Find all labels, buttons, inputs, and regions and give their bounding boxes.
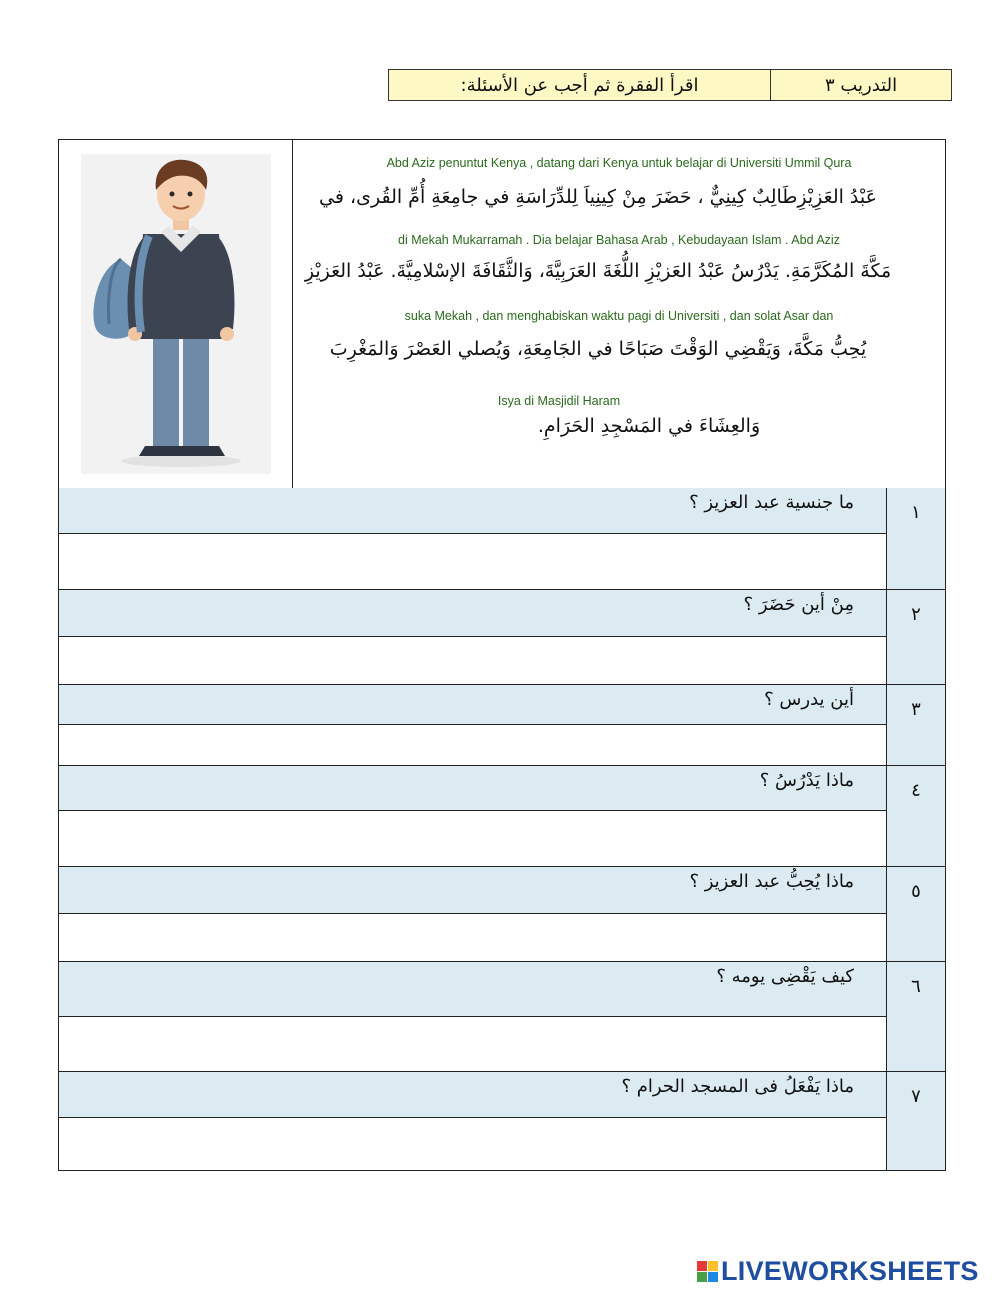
arabic-line: مَكَّةَ المُكَرَّمَةِ. يَدْرُسُ عَبْدُ العَزيْزِ اللُّغَةَ العَرَبِيَّةَ، وَالثَّقَافَةَ الإسْلامِيَّةَ. عَبْدُ العَزيْزِ [304, 260, 892, 282]
logo-square [697, 1272, 707, 1282]
question-block [59, 962, 945, 1072]
answer-field[interactable] [59, 534, 886, 589]
question-text: ما جنسية عبد العزيز ؟ [59, 488, 886, 534]
question-number: ٧ [887, 1072, 945, 1170]
logo-square [697, 1261, 707, 1271]
question-block [59, 685, 945, 766]
question-block [59, 488, 945, 590]
translation-line: Abd Aziz penuntut Kenya , datang dari Kenya untuk belajar di Universiti Ummil Qura [386, 156, 852, 170]
logo-square [708, 1272, 718, 1282]
answer-field[interactable] [59, 914, 886, 961]
question-text: أين يدرس ؟ [59, 685, 886, 725]
exercise-header [388, 69, 952, 101]
reading-passage [58, 139, 946, 489]
translation-line: Isya di Masjidil Haram [497, 394, 621, 408]
translation-line: di Mekah Mukarramah . Dia belajar Bahasa Arab , Kebudayaan Islam . Abd Aziz [398, 233, 840, 247]
question-block [59, 766, 945, 867]
question-number: ٥ [887, 867, 945, 961]
answer-field[interactable] [59, 811, 886, 866]
question-text: ماذا يُحِبُّ عبد العزيز ؟ [59, 867, 886, 914]
passage-text [293, 140, 945, 488]
question-block [59, 867, 945, 962]
question-number: ٤ [887, 766, 945, 866]
question-number: ١ [887, 488, 945, 589]
translation-line: suka Mekah , dan menghabiskan waktu pagi di Universiti , dan solat Asar dan [404, 309, 834, 323]
liveworksheets-logo-icon [697, 1261, 718, 1282]
arabic-line: يُحِبُّ مَكَّةَ، وَيَقْضِي الوَقْتَ صَبَاحًا في الجَامِعَةِ، وَيُصلي العَصْرَ وَالمَغْرِبَ [329, 338, 867, 360]
answer-field[interactable] [59, 725, 886, 765]
answer-field[interactable] [59, 1118, 886, 1170]
arabic-line: عَبْدُ العَزِيْزِطَالِبٌ كِينِيٌّ ، حَضَرَ مِنْ كِينِياَ لِلدِّرَاسَةِ في جامِعَةِ أُمِّ القُرى، في [319, 186, 877, 208]
liveworksheets-brand[interactable] [697, 1256, 979, 1287]
question-text: ماذا يَفْعَلُ فى المسجد الحرام ؟ [59, 1072, 886, 1118]
logo-square [708, 1261, 718, 1271]
questions-table [58, 488, 946, 1171]
question-text: ماذا يَدْرُسُ ؟ [59, 766, 886, 811]
question-text: مِنْ أين حَضَرَ ؟ [59, 590, 886, 637]
question-block [59, 1072, 945, 1171]
question-number: ٦ [887, 962, 945, 1071]
answer-field[interactable] [59, 637, 886, 684]
instruction-text: اقرأ الفقرة ثم أجب عن الأسئلة: [389, 70, 771, 100]
question-number: ٣ [887, 685, 945, 765]
question-text: كيف يَقْضِى يومه ؟ [59, 962, 886, 1017]
illustration [59, 140, 293, 488]
question-block [59, 590, 945, 685]
arabic-line: وَالعِشَاءَ في المَسْجِدِ الحَرَامِ. [537, 415, 761, 437]
brand-name: LIVEWORKSHEETS [721, 1256, 979, 1286]
answer-field[interactable] [59, 1017, 886, 1071]
question-number: ٢ [887, 590, 945, 684]
student-with-backpack-icon [81, 154, 271, 474]
exercise-label: التدريب ٣ [824, 74, 898, 96]
